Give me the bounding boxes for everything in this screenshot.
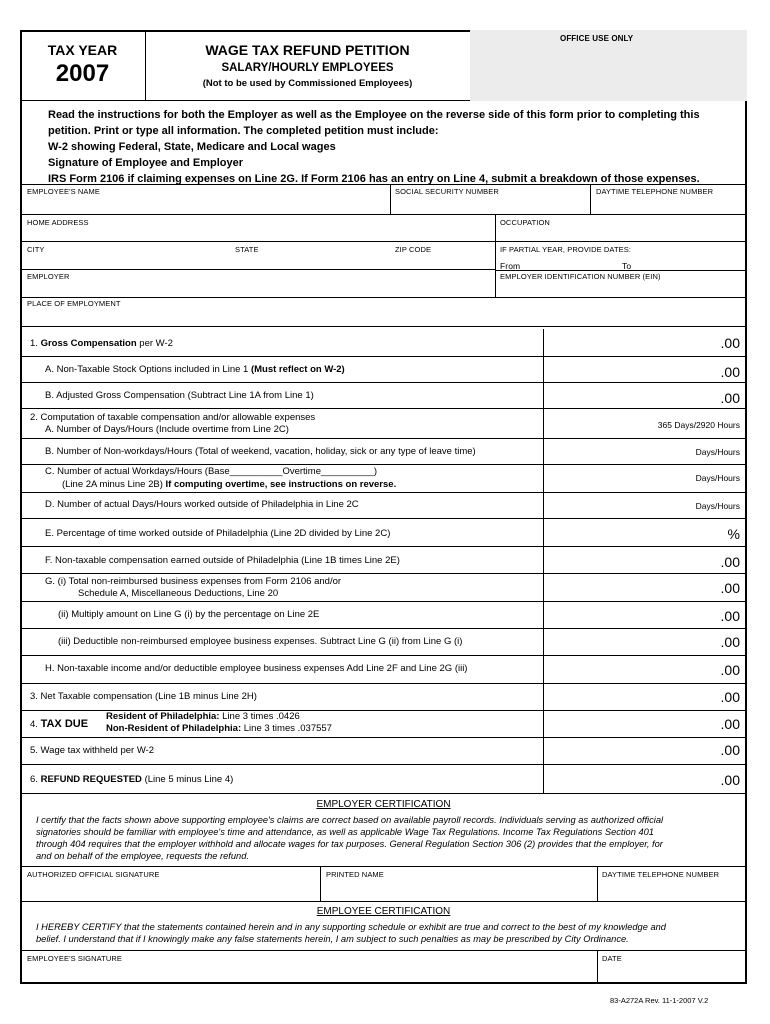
- employer-phone-field[interactable]: DAYTIME TELEPHONE NUMBER: [602, 870, 720, 879]
- place-of-employment-field[interactable]: PLACE OF EMPLOYMENT: [27, 299, 121, 308]
- grid-rule: [20, 269, 495, 270]
- employee-signature-field[interactable]: EMPLOYEE'S SIGNATURE: [27, 954, 122, 963]
- line-text: Line 3 times .0426: [222, 711, 300, 722]
- form-title: WAGE TAX REFUND PETITION: [205, 42, 410, 58]
- line-2g-sub: Schedule A, Miscellaneous Deductions, Line 20: [78, 588, 279, 599]
- row-rule: [20, 683, 747, 684]
- tax-year-value: 2007: [55, 60, 110, 87]
- line-2c-unit[interactable]: Days/Hours: [695, 473, 740, 483]
- row-rule: [20, 950, 747, 951]
- line-1b-label: B. Adjusted Gross Compensation (Subtract Line 1A from Line 1): [45, 390, 314, 401]
- grid-divider: [495, 214, 496, 298]
- line-3-label: 3. Net Taxable compensation (Line 1B minus Line 2H): [30, 691, 257, 702]
- authorized-signature-field[interactable]: AUTHORIZED OFFICIAL SIGNATURE: [27, 870, 160, 879]
- line-number: 6.: [30, 774, 38, 785]
- row-rule: [20, 573, 747, 574]
- grid-rule: [20, 214, 747, 215]
- line-title: REFUND REQUESTED: [40, 774, 142, 785]
- form-note: (Not to be used by Commissioned Employees): [202, 78, 413, 89]
- cert-line: signatories should be familiar with employee's time and attendance, as well as applicable Wage Tax Regulations. Income Tax Regulations Section 401: [36, 827, 654, 837]
- grid-rule: [20, 326, 747, 327]
- row-rule: [20, 438, 747, 439]
- instructions: [48, 107, 700, 187]
- line-number: 1.: [30, 338, 38, 349]
- employer-field[interactable]: EMPLOYER: [27, 272, 70, 281]
- employee-cert-title: EMPLOYEE CERTIFICATION: [316, 906, 451, 917]
- line-1-amount[interactable]: .00: [720, 335, 740, 351]
- row-rule: [20, 628, 747, 629]
- employee-cert-text: [36, 921, 666, 945]
- cert-line: belief. I understand that if I knowingly make any false statements herein, I am subject to such penalties as may be prescribed by City Ordinance.: [36, 934, 629, 944]
- line-1b-amount[interactable]: .00: [720, 390, 740, 406]
- line-text: Line 3 times .037557: [243, 723, 332, 734]
- row-rule: [20, 764, 747, 765]
- line-2e-label: E. Percentage of time worked outside of Philadelphia (Line 2D divided by Line 2C): [45, 528, 391, 539]
- section-rule: [20, 184, 747, 185]
- line-2h-amount[interactable]: .00: [720, 662, 740, 678]
- line-2e-percent[interactable]: %: [727, 526, 740, 542]
- line-title: TAX DUE: [40, 718, 89, 730]
- row-rule: [20, 737, 747, 738]
- line-1a-label: [45, 364, 345, 375]
- from-date-field[interactable]: From: [500, 261, 521, 271]
- line-2d-label: D. Number of actual Days/Hours worked outside of Philadelphia in Line 2C: [45, 499, 359, 510]
- row-rule: [20, 601, 747, 602]
- occupation-field[interactable]: OCCUPATION: [500, 218, 550, 227]
- office-use-label: OFFICE USE ONLY: [560, 34, 634, 43]
- daytime-phone-field[interactable]: DAYTIME TELEPHONE NUMBER: [596, 187, 714, 196]
- instructions-line: W-2 showing Federal, State, Medicare and Local wages: [48, 141, 336, 153]
- line-2g-i-amount[interactable]: .00: [720, 580, 740, 596]
- line-6-amount[interactable]: .00: [720, 772, 740, 788]
- line-text: (Line 5 minus Line 4): [144, 774, 234, 785]
- row-rule: [20, 382, 747, 383]
- cert-line: I certify that the facts shown above supporting employee's claims are correct based on available payroll records. Individuals serving as authorized official: [36, 815, 664, 825]
- cert-line: and on behalf of the employee, requests the refund.: [36, 851, 249, 861]
- instructions-line: petition. Print or type all information. The completed petition must include:: [48, 125, 439, 137]
- grid-divider: [390, 184, 391, 214]
- row-rule: [20, 408, 747, 409]
- line-title: Gross Compensation: [40, 338, 137, 349]
- row-rule: [20, 492, 747, 493]
- line-4-amount[interactable]: .00: [720, 716, 740, 732]
- line-2g-iii-label: (iii) Deductible non-reimbursed employee business expenses. Subtract Line G (ii) from Line G (i): [58, 636, 463, 647]
- line-text: (Line 2A minus Line 2B): [62, 479, 163, 490]
- printed-name-field[interactable]: PRINTED NAME: [326, 870, 384, 879]
- row-rule: [20, 655, 747, 656]
- line-2g-ii-label: (ii) Multiply amount on Line G (i) by the percentage on Line 2E: [58, 609, 320, 620]
- ein-field[interactable]: EMPLOYER IDENTIFICATION NUMBER (EIN): [500, 272, 661, 281]
- line-2c-label: C. Number of actual Workdays/Hours (Base__________Overtime__________): [45, 466, 377, 477]
- line-4-label: [30, 718, 88, 730]
- grid-divider: [597, 950, 598, 984]
- instructions-line: Read the instructions for both the Employer as well as the Employee on the reverse side of this form prior to completing this: [48, 109, 700, 121]
- state-field[interactable]: STATE: [235, 245, 259, 254]
- form-revision: 83-A272A Rev. 11-1-2007 V.2: [610, 996, 709, 1005]
- grid-rule: [495, 270, 747, 271]
- line-2f-amount[interactable]: .00: [720, 554, 740, 570]
- grid-rule: [20, 241, 747, 242]
- line-2d-unit[interactable]: Days/Hours: [695, 501, 740, 511]
- line-note: (Must reflect on W-2): [250, 364, 345, 375]
- grid-divider: [320, 866, 321, 901]
- line-text: per W-2: [139, 338, 173, 349]
- line-note: Resident of Philadelphia:: [106, 711, 220, 722]
- line-6-label: [30, 774, 233, 785]
- line-2b-unit[interactable]: Days/Hours: [695, 447, 740, 457]
- employer-cert-title: EMPLOYER CERTIFICATION: [316, 799, 451, 810]
- amount-column-divider: [543, 329, 544, 793]
- line-4-resident: [106, 711, 300, 722]
- city-field[interactable]: CITY: [27, 245, 45, 254]
- line-2g-iii-amount[interactable]: .00: [720, 634, 740, 650]
- instructions-line: Signature of Employee and Employer: [48, 157, 243, 169]
- to-date-field[interactable]: To: [622, 261, 632, 271]
- row-rule: [20, 866, 747, 867]
- line-3-amount[interactable]: .00: [720, 689, 740, 705]
- line-2b-label: B. Number of Non-workdays/Hours (Total of weekend, vacation, holiday, sick or any type of leave time): [45, 446, 476, 457]
- grid-divider: [590, 184, 591, 214]
- line-5-label: 5. Wage tax withheld per W-2: [30, 745, 155, 756]
- line-2f-label: F. Non-taxable compensation earned outside of Philadelphia (Line 1B times Line 2E): [45, 555, 400, 566]
- zip-field[interactable]: ZIP CODE: [395, 245, 432, 254]
- line-2g-label: G. (i) Total non-reimbursed business expenses from Form 2106 and/or: [45, 576, 342, 587]
- line-1-label: [30, 338, 173, 349]
- line-4-nonresident: [106, 723, 332, 734]
- form-subtitle: SALARY/HOURLY EMPLOYEES: [221, 62, 394, 74]
- line-note: If computing overtime, see instructions on reverse.: [165, 479, 397, 490]
- row-rule: [20, 518, 747, 519]
- employee-name-field[interactable]: EMPLOYEE'S NAME: [27, 187, 100, 196]
- row-rule: [20, 901, 747, 902]
- line-2-heading: 2. Computation of taxable compensation and/or allowable expenses: [30, 412, 316, 423]
- row-rule: [20, 546, 747, 547]
- row-rule: [20, 464, 747, 465]
- row-rule: [20, 793, 747, 794]
- home-address-field[interactable]: HOME ADDRESS: [27, 218, 89, 227]
- line-2g-ii-amount[interactable]: .00: [720, 608, 740, 624]
- line-2a-label: A. Number of Days/Hours (Include overtime from Line 2C): [45, 424, 289, 435]
- instructions-line: IRS Form 2106 if claiming expenses on Line 2G. If Form 2106 has an entry on Line 4, submit a breakdown of those expenses.: [48, 173, 700, 185]
- cert-line: through 404 requires that the employer withhold and allocate wages for tax purposes. General Regulation Section 306 (2) provides that the employer, for: [36, 839, 663, 849]
- ssn-field[interactable]: SOCIAL SECURITY NUMBER: [395, 187, 499, 196]
- line-text: A. Non-Taxable Stock Options included in Line 1: [45, 364, 249, 375]
- line-2a-unit[interactable]: 365 Days/2920 Hours: [657, 420, 740, 430]
- line-5-amount[interactable]: .00: [720, 742, 740, 758]
- line-2h-label: H. Non-taxable income and/or deductible employee business expenses Add Line 2F and Line 2G (iii): [45, 663, 468, 674]
- cert-line: I HEREBY CERTIFY that the statements contained herein and in any supporting schedule or exhibit are true and correct to the best of my knowledge and: [36, 922, 666, 932]
- partial-year-label: IF PARTIAL YEAR, PROVIDE DATES:: [500, 245, 632, 254]
- line-note: Non-Resident of Philadelphia:: [106, 723, 242, 734]
- line-1a-amount[interactable]: .00: [720, 364, 740, 380]
- date-field[interactable]: DATE: [602, 954, 622, 963]
- tax-year-label: TAX YEAR: [47, 42, 118, 58]
- line-number: 4.: [30, 719, 38, 730]
- grid-divider: [597, 866, 598, 901]
- line-2c-sub: [62, 479, 396, 490]
- grid-rule: [20, 297, 747, 298]
- employer-cert-text: [36, 814, 663, 862]
- row-rule: [20, 356, 747, 357]
